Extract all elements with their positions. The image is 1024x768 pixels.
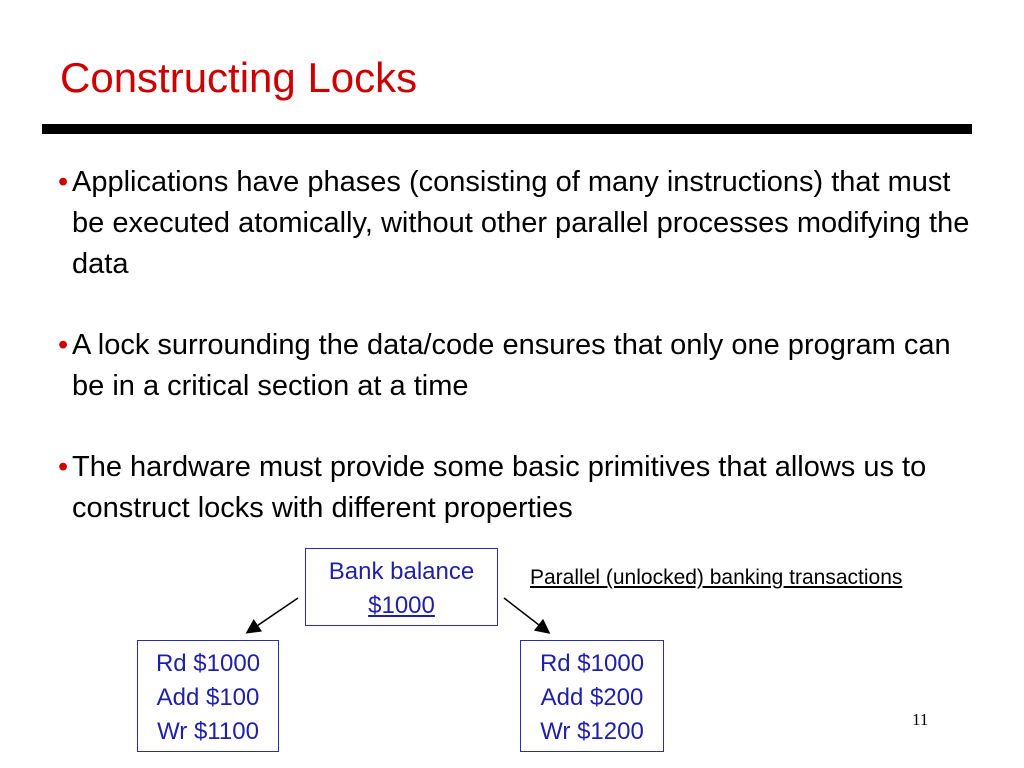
bank-balance-label: Bank balance xyxy=(328,558,475,585)
tx-add: Add $100 xyxy=(156,684,260,711)
bank-balance-box xyxy=(305,548,498,626)
bank-balance-amount: $1000 xyxy=(368,592,435,619)
arrow-right xyxy=(504,598,548,632)
diagram-caption: Parallel (unlocked) banking transactions xyxy=(530,566,903,589)
bullet-text: A lock surrounding the data/code ensures that only one program can be in a critical section at a time xyxy=(72,329,951,402)
transaction-box-right xyxy=(520,640,664,752)
page-number: 11 xyxy=(912,710,929,729)
slide-title: Constructing Locks xyxy=(60,54,418,101)
tx-add: Add $200 xyxy=(540,684,644,711)
tx-read: Rd $1000 xyxy=(155,650,261,677)
arrow-left xyxy=(248,598,298,632)
bullet-marker: • xyxy=(58,329,69,361)
bullet-marker: • xyxy=(58,166,69,198)
tx-read: Rd $1000 xyxy=(539,650,645,677)
tx-write: Wr $1200 xyxy=(540,718,644,745)
bullet-text: Applications have phases (consisting of many instructions) that must be executed atomically, without other parallel processes modifying the data xyxy=(72,166,970,280)
tx-write: Wr $1100 xyxy=(157,718,259,745)
bullet-text: The hardware must provide some basic primitives that allows us to construct locks with different properties xyxy=(72,451,927,524)
transaction-box-left xyxy=(137,640,279,752)
bullet-marker: • xyxy=(58,451,69,483)
